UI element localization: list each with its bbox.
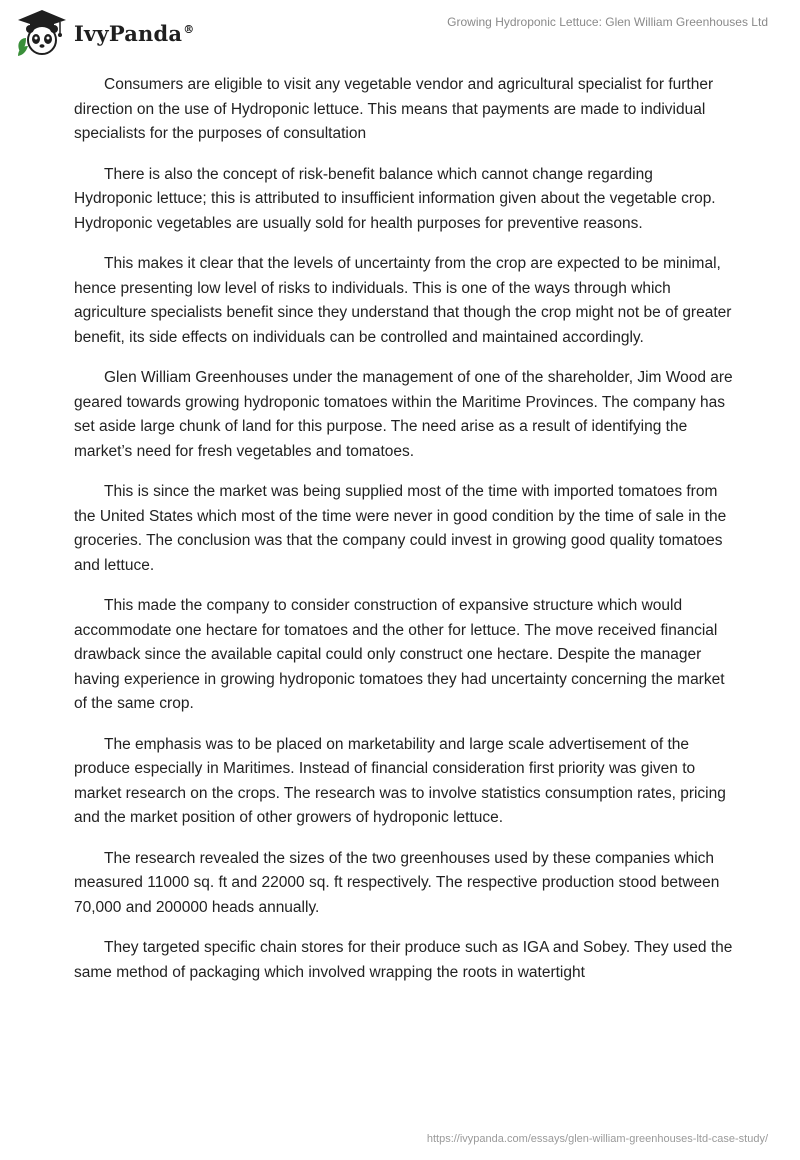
source-url[interactable]: https://ivypanda.com/essays/glen-william-greenhouses-ltd-case-study/: [426, 1133, 768, 1145]
panda-graduate-icon: [14, 8, 70, 58]
document-title: Growing Hydroponic Lettuce: Glen William Greenhouses Ltd: [447, 15, 768, 29]
ivypanda-logo[interactable]: [14, 8, 194, 58]
paragraph: The research revealed the sizes of the two greenhouses used by these companies which measured 11000 sq. ft and 22000 sq. ft respectively. The respective production stood between 70,000 and 200000 heads annually.: [74, 849, 720, 916]
paragraph: This made the company to consider construction of expansive structure which would accommodate one hectare for tomatoes and the other for lettuce. The move received financial drawback since the available capital could only construct one hectare. Despite the manager having experience in growing hydroponic tomatoes they had uncertainty concerning the market of the same crop.: [74, 597, 725, 712]
essay-body: [74, 73, 734, 1001]
paragraph: Glen William Greenhouses under the management of one of the shareholder, Jim Wood are geared towards growing hydroponic tomatoes within the Maritime Provinces. The company has set aside large chunk of land for this purpose. The need arise as a result of identifying the market’s need for fresh vegetables and tomatoes.: [74, 369, 733, 460]
paragraph: Consumers are eligible to visit any vegetable vendor and agricultural specialist for further direction on the use of Hydroponic lettuce. This means that payments are made to individual specialists for the purposes of consultation: [74, 76, 714, 142]
page-header: [0, 0, 800, 66]
paragraph: They targeted specific chain stores for their produce such as IGA and Sobey. They used the same method of packaging which involved wrapping the roots in watertight: [74, 939, 733, 981]
paragraph: This is since the market was being supplied most of the time with imported tomatoes from the United States which most of the time were never in good condition by the time of sale in the groceries. The conclusion was that the company could invest in growing good quality tomatoes and lettuce.: [74, 483, 727, 574]
logo-text: IvyPanda®: [74, 20, 195, 46]
paragraph: This makes it clear that the levels of uncertainty from the crop are expected to be minimal, hence presenting low level of risks to individuals. This is one of the ways through which agriculture specialists benefit since they understand that though the crop might not be of greater benefit, its side effects on individuals can be controlled and maintained accordingly.: [74, 255, 732, 346]
paragraph: The emphasis was to be placed on marketability and large scale advertisement of the produce especially in Maritimes. Instead of financial consideration first priority was given to market research on the crops. The research was to involve statistics consumption rates, pricing and the market position of other growers of hydroponic lettuce.: [74, 735, 726, 826]
paragraph: There is also the concept of risk-benefit balance which cannot change regarding Hydroponic lettuce; this is attributed to insufficient information given about the vegetable crop. Hydroponic vegetables are usually sold for health purposes for preventive reasons.: [74, 165, 716, 232]
